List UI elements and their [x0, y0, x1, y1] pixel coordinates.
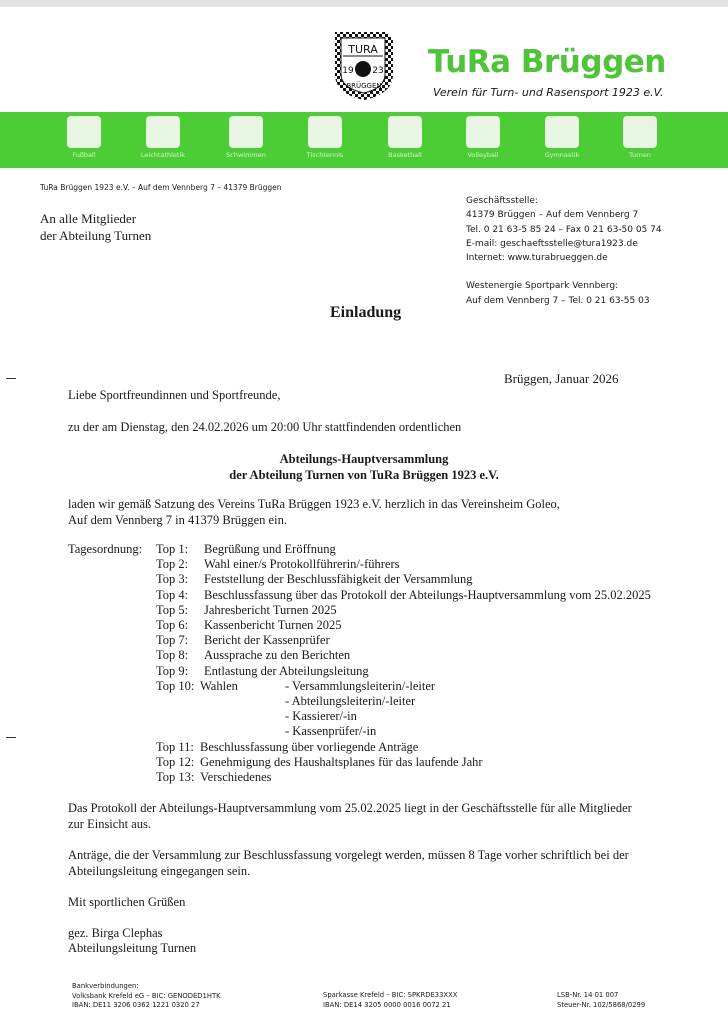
basketball-icon — [388, 116, 422, 148]
volleyball-icon — [466, 116, 500, 148]
letter-heading: Einladung — [330, 304, 402, 321]
recipient-line: der Abteilung Turnen — [40, 228, 152, 243]
office-address: 41379 Brüggen – Auf dem Vennberg 7 — [466, 210, 639, 221]
gymnastics-icon — [545, 116, 579, 148]
footer-volksbank — [72, 982, 221, 1011]
agenda-item: Top 13: Verschiedenes — [156, 770, 272, 784]
sportpark-label: Westenergie Sportpark Vennberg: — [466, 281, 619, 292]
svg-text:BRÜGGEN: BRÜGGEN — [346, 82, 382, 90]
meeting-subtitle: der Abteilung Turnen von TuRa Brüggen 1923 e.V. — [229, 468, 499, 482]
club-subtitle: Verein für Turn- und Rasensport 1923 e.V. — [433, 86, 664, 99]
svg-text:23: 23 — [372, 66, 384, 76]
table-tennis-icon — [308, 116, 342, 148]
agenda-item: Top 12: Genehmigung des Haushaltsplanes für das laufende Jahr — [156, 754, 483, 769]
agenda-item: Top 1: Begrüßung und Eröffnung — [156, 542, 336, 556]
agenda-item: Top 2: Wahl einer/s Protokollführerin/-führers — [156, 557, 400, 572]
turnen-icon — [623, 116, 657, 148]
running-icon — [146, 116, 180, 148]
office-website[interactable]: Internet: www.turabrueggen.de — [466, 253, 608, 264]
letter-date: Brüggen, Januar 2026 — [504, 371, 619, 386]
office-email[interactable]: E-mail: geschaeftsstelle@tura1923.de — [466, 238, 638, 249]
sport-turnen: Turnen — [605, 116, 675, 159]
fold-mark — [6, 737, 16, 738]
lsb-number: LSB-Nr. 14 01 007 — [557, 991, 619, 999]
agenda-item: Top 9: Entlastung der Abteilungsleitung — [156, 663, 369, 678]
volksbank-bic: Volksbank Krefeld eG – BIC: GENODED1HTK — [72, 991, 221, 1000]
sport-basketball: Basketball — [370, 116, 440, 159]
footer-registry — [557, 991, 645, 1010]
invite-line: laden wir gemäß Satzung des Vereins TuRa Brüggen 1923 e.V. herzlich in das Vereinsheim Goleo, — [68, 497, 560, 511]
motions-note: Abteilungsleitung eingegangen sein. — [68, 864, 251, 878]
sparkasse-iban: IBAN: DE14 3205 0000 0016 0072 21 — [323, 1000, 451, 1009]
closing: Mit sportlichen Grüßen — [68, 895, 186, 909]
agenda-item: Top 10: Wahlen — [156, 678, 238, 693]
fold-mark — [6, 378, 16, 379]
signature-role: Abteilungsleitung Turnen — [68, 941, 197, 955]
sport-athletics: Leichtathletik — [128, 116, 198, 159]
agenda-item: Top 5: Jahresbericht Turnen 2025 — [156, 602, 337, 617]
agenda-item: Top 11: Beschlussfassung über vorliegende Anträge — [156, 739, 419, 754]
protocol-note: Das Protokoll der Abteilungs-Hauptversammlung vom 25.02.2025 liegt in der Geschäftsstelle für alle Mitglieder — [68, 801, 632, 815]
election-item: - Versammlungsleiterin/-leiter — [285, 678, 436, 693]
office-phone: Tel. 0 21 63-5 85 24 – Fax 0 21 63-50 05 74 — [466, 224, 662, 235]
sport-soccer: Fußball — [49, 116, 119, 159]
bank-label: Bankverbindungen: — [72, 982, 139, 990]
election-item: - Kassenprüfer/-in — [285, 724, 377, 739]
logo-text-tura: TURA — [348, 43, 378, 56]
sparkasse-bic: Sparkasse Krefeld – BIC: SPKRDE33XXX — [323, 991, 458, 999]
sport-swimming: Schwimmen — [211, 116, 281, 159]
sports-band — [0, 112, 728, 168]
recipient-block — [40, 210, 151, 244]
volksbank-iban: IBAN: DE11 3206 0362 1221 0320 27 — [72, 1001, 200, 1009]
svg-text:19: 19 — [342, 66, 354, 76]
agenda-item: Top 8: Aussprache zu den Berichten — [156, 648, 351, 663]
intro-line: zu der am Dienstag, den 24.02.2026 um 20:00 Uhr stattfindenden ordentlichen — [68, 420, 462, 434]
soccer-icon — [67, 116, 101, 148]
invite-line: Auf dem Vennberg 7 in 41379 Brüggen ein. — [68, 513, 287, 527]
election-item: - Abteilungsleiterin/-leiter — [285, 694, 416, 708]
footer-sparkasse — [323, 991, 457, 1010]
salutation: Liebe Sportfreundinnen und Sportfreunde, — [68, 388, 281, 402]
recipient-line: An alle Mitglieder — [40, 211, 137, 226]
election-item: - Kassierer/-in — [285, 709, 357, 724]
office-label: Geschäftsstelle: — [466, 196, 538, 206]
sport-gymnastics: Gymnastik — [527, 116, 597, 159]
sport-volleyball: Volleyball — [448, 116, 518, 159]
club-logo — [331, 28, 397, 102]
agenda-label: Tagesordnung: — [68, 542, 143, 556]
agenda-item: Top 7: Bericht der Kassenprüfer — [156, 633, 330, 648]
meeting-title: Abteilungs-Hauptversammlung — [279, 452, 449, 466]
agenda-item: Top 6: Kassenbericht Turnen 2025 — [156, 618, 342, 632]
agenda-item: Top 3: Feststellung der Beschlussfähigkeit der Versammlung — [156, 572, 473, 587]
swimming-icon — [229, 116, 263, 148]
motions-note: Anträge, die der Versammlung zur Beschlussfassung vorgelegt werden, müssen 8 Tage vorher schriftlich bei der — [68, 848, 629, 862]
sender-line: TuRa Brüggen 1923 e.V. – Auf dem Vennberg 7 – 41379 Brüggen — [40, 183, 282, 192]
sportpark-address: Auf dem Vennberg 7 – Tel. 0 21 63-55 03 — [466, 295, 650, 306]
sport-table-tennis: Tischtennis — [290, 116, 360, 159]
tax-number: Steuer-Nr. 102/5868/0299 — [557, 1000, 646, 1009]
protocol-note: zur Einsicht aus. — [68, 817, 151, 831]
top-strip — [0, 0, 728, 7]
club-name: TuRa Brüggen — [428, 44, 666, 80]
agenda-item: Top 4: Beschlussfassung über das Protokoll der Abteilungs-Hauptversammlung vom 25.02.2025 — [156, 587, 651, 602]
signature-name: gez. Birga Clephas — [68, 926, 163, 940]
office-contact — [466, 194, 662, 308]
